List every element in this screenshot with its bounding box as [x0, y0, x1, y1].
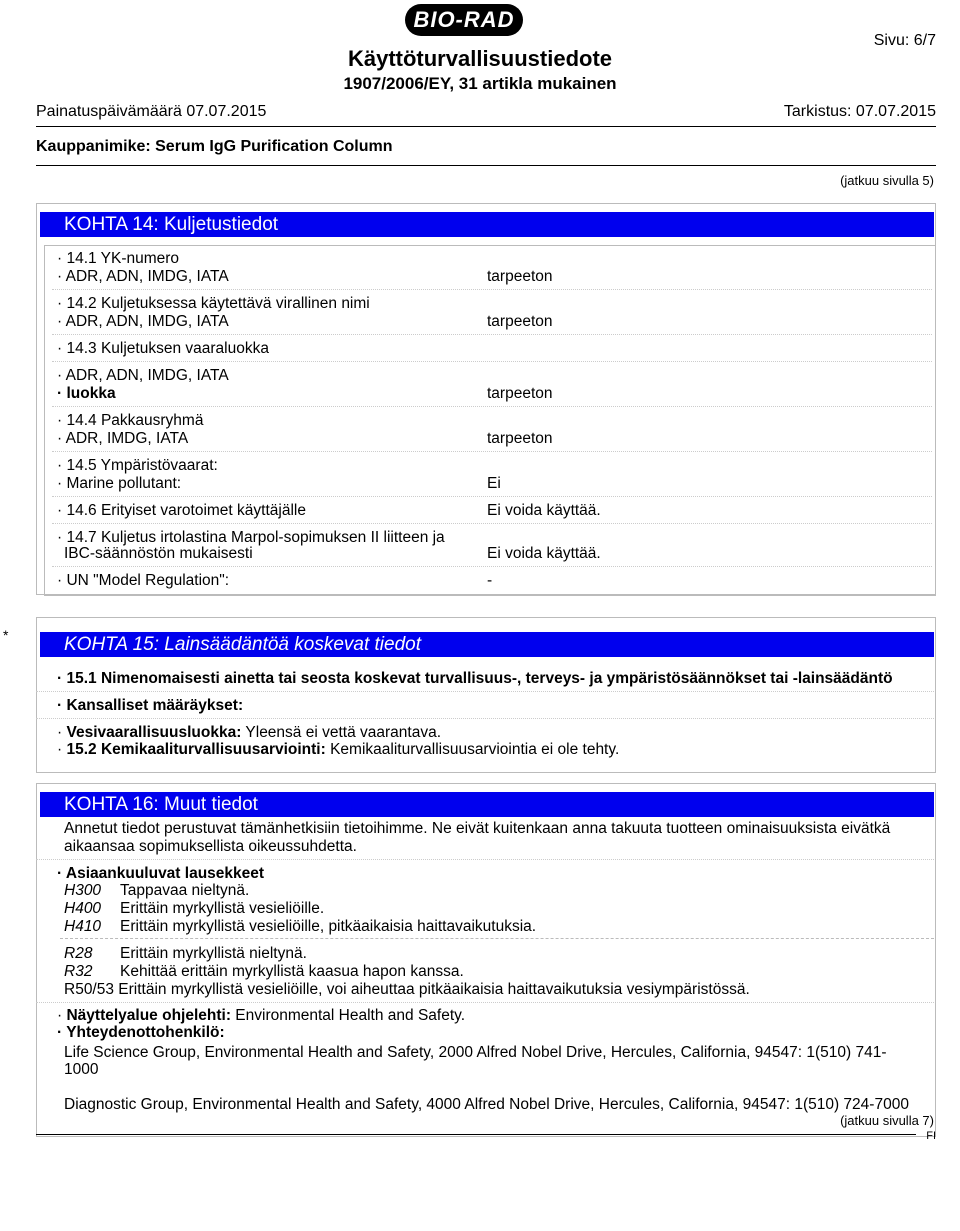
row-14-3-sub: · ADR, ADN, IMDG, IATA: [57, 367, 229, 384]
row-14-2-sub: · ADR, ADN, IMDG, IATA: [57, 313, 229, 330]
contact-life-science: Life Science Group, Environmental Health and Safety, 2000 Alfred Nobel Drive, Hercules, California, 94547: 1(510) 741-: [64, 1044, 887, 1061]
r50-53: R50/53 Erittäin myrkyllistä vesieliöille, voi aiheuttaa pitkäaikaisia haittavaikutuksia vesiympäristössä.: [64, 981, 750, 998]
separator: [52, 289, 932, 290]
row-14-3-value: tarpeeton: [487, 385, 553, 402]
language-code: FI: [926, 1130, 936, 1142]
bio-rad-logo: BIO-RAD: [405, 4, 523, 36]
row-14-7-label-2: IBC-säännöstön mukaisesti: [64, 545, 253, 562]
contact-life-science-2: 1000: [64, 1061, 99, 1078]
contact-diagnostic: Diagnostic Group, Environmental Health and Safety, 4000 Alfred Nobel Drive, Hercules, California, 94547: 1(510) 724-7000: [64, 1096, 909, 1113]
national-regulations: · Kansalliset määräykset:: [57, 697, 244, 714]
row-14-4-label: · 14.4 Pakkausryhmä: [57, 412, 204, 429]
header-rule: [36, 126, 936, 127]
revision-date: Tarkistus: 07.07.2015: [783, 103, 936, 120]
separator: [36, 1002, 934, 1003]
separator: [52, 566, 932, 567]
relevant-phrases-label: · Asiaankuuluvat lausekkeet: [57, 865, 265, 882]
h-code: H300: [64, 882, 102, 899]
row-14-1-sub: · ADR, ADN, IMDG, IATA: [57, 268, 229, 285]
row-14-2-value: tarpeeton: [487, 313, 553, 330]
r-code-text: Kehittää erittäin myrkyllistä kaasua hapon kanssa.: [120, 963, 464, 980]
document-title: Käyttöturvallisuustiedote: [347, 46, 613, 71]
row-14-1-value: tarpeeton: [487, 268, 553, 285]
h-code-text: Erittäin myrkyllistä vesieliöille, pitkäaikaisia haittavaikutuksia.: [120, 918, 537, 935]
h-code: H400: [64, 900, 102, 917]
section-14-heading: KOHTA 14: Kuljetustiedot: [40, 212, 934, 237]
separator: [60, 938, 934, 939]
row-14-3-label: · 14.3 Kuljetuksen vaaraluokka: [57, 340, 269, 357]
trade-name-rule: [36, 165, 936, 166]
separator: [52, 334, 932, 335]
r-code: R32: [64, 963, 93, 980]
row-14-1-label: · 14.1 YK-numero: [57, 250, 180, 267]
row-14-3-sub2: · luokka: [57, 385, 116, 402]
r-code-text: Erittäin myrkyllistä nieltynä.: [120, 945, 307, 962]
row-14-7-value: Ei voida käyttää.: [487, 545, 601, 562]
water-hazard-class: · Vesivaarallisuusluokka: Yleensä ei vettä vaarantava.: [57, 724, 442, 741]
row-14-7-label: · 14.7 Kuljetus irtolastina Marpol-sopimuksen II liitteen ja: [57, 529, 445, 546]
separator: [36, 718, 934, 719]
contact-label: · Yhteydenottohenkilö:: [57, 1024, 225, 1041]
separator: [36, 691, 934, 692]
section-15-heading: KOHTA 15: Lainsäädäntöä koskevat tiedot: [40, 632, 934, 657]
separator: [52, 496, 932, 497]
row-14-5-sub: · Marine pollutant:: [57, 475, 182, 492]
h-code: H410: [64, 918, 102, 935]
change-marker: *: [3, 627, 9, 643]
row-14-5-value: Ei: [487, 475, 501, 492]
row-14-8-label: · UN "Model Regulation":: [57, 572, 230, 589]
separator: [52, 523, 932, 524]
separator: [36, 859, 934, 860]
row-14-6-label: · 14.6 Erityiset varotoimet käyttäjälle: [57, 502, 306, 519]
issuer: · Näyttelyalue ohjelehti: Environmental Health and Safety.: [57, 1007, 466, 1024]
row-14-5-label: · 14.5 Ympäristövaarat:: [57, 457, 218, 474]
row-14-6-value: Ei voida käyttää.: [487, 502, 601, 519]
section-16-heading: KOHTA 16: Muut tiedot: [40, 792, 934, 817]
row-14-2-label: · 14.2 Kuljetuksessa käytettävä virallinen nimi: [57, 295, 370, 312]
section-15-2: · 15.2 Kemikaaliturvallisuusarviointi: Kemikaaliturvallisuusarviointia ei ole tehty.: [57, 741, 620, 758]
continued-from: (jatkuu sivulla 5): [840, 173, 934, 188]
separator: [52, 406, 932, 407]
section-16-intro-2: aikaansaa sopimuksellista oikeussuhdetta.: [64, 838, 357, 855]
section-15-1: · 15.1 Nimenomaisesti ainetta tai seosta koskevat turvallisuus-, terveys- ja ympäristösäännökset tai -lainsäädäntö: [57, 670, 893, 687]
row-14-4-sub: · ADR, IMDG, IATA: [57, 430, 189, 447]
h-code-text: Erittäin myrkyllistä vesieliöille.: [120, 900, 325, 917]
continued-to: (jatkuu sivulla 7): [840, 1113, 934, 1128]
page-number: Sivu: 6/7: [873, 32, 936, 49]
r-code: R28: [64, 945, 93, 962]
row-14-4-value: tarpeeton: [487, 430, 553, 447]
footer-rule: [36, 1134, 916, 1135]
row-14-8-value: -: [487, 572, 493, 589]
section-16-intro-1: Annetut tiedot perustuvat tämänhetkisiin tietoihimme. Ne eivät kuitenkaan anna takuuta tuotteen ominaisuuksista eivätkä: [64, 820, 891, 837]
trade-name: Kauppanimike: Serum IgG Purification Column: [36, 138, 393, 155]
print-date: Painatuspäivämäärä 07.07.2015: [36, 103, 267, 120]
document-subtitle: 1907/2006/EY, 31 artikla mukainen: [343, 74, 617, 93]
separator: [52, 361, 932, 362]
h-code-text: Tappavaa nieltynä.: [120, 882, 250, 899]
separator: [52, 451, 932, 452]
